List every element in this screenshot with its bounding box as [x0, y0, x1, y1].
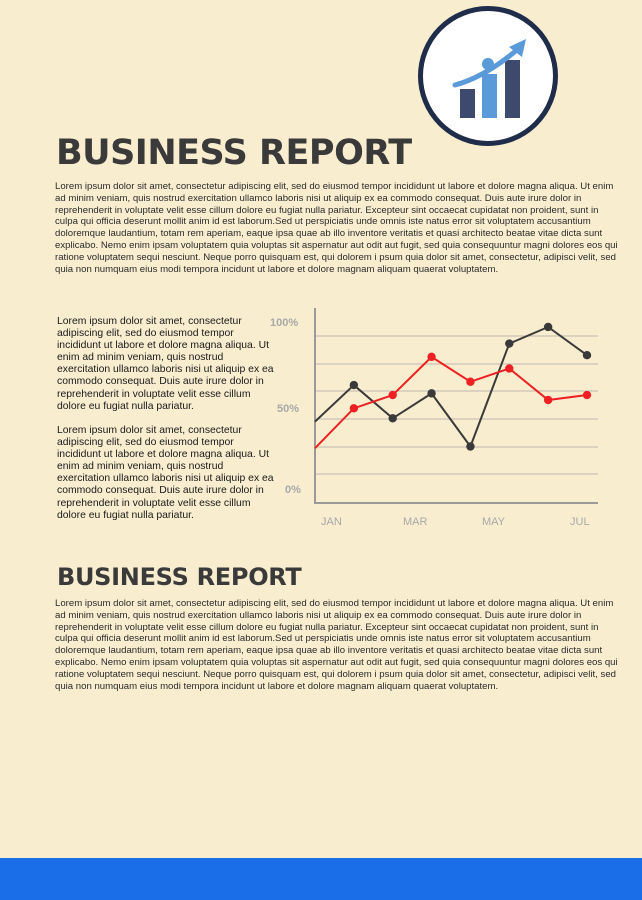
y-tick-label-100: 100% [270, 317, 299, 329]
data-point-dark [505, 339, 513, 347]
side-paragraph-2: Lorem ipsum dolor sit amet, consectetur adipiscing elit, sed do eiusmod tempor incididunt ut labore et dolore magna aliqua. Ut enim ad minim veniam, quis nostrud exercitation ullamco laboris nisi ut aliquip ex ea commodo consequat. Duis aute irure dolor in reprehenderit in voluptate velit esse cillum dolore eu fugiat nulla pariatur. [57, 425, 274, 521]
data-point-red [350, 404, 358, 412]
data-point-red [466, 378, 474, 386]
chart-grid [315, 336, 598, 474]
data-point-dark [544, 323, 552, 331]
y-tick-label-50: 50% [277, 403, 300, 415]
side-paragraph-1: Lorem ipsum dolor sit amet, consectetur adipiscing elit, sed do eiusmod tempor incididunt ut labore et dolore magna aliqua. Ut enim ad minim veniam, quis nostrud exercitation ullamco laboris nisi ut aliquip ex ea commodo consequat. Duis aute irure dolor in reprehenderit in voluptate velit esse cillum dolore eu fugiat nulla pariatur. [57, 316, 274, 412]
x-tick-label-may: MAY [482, 516, 506, 528]
y-tick-label-0: 0% [285, 484, 301, 496]
logo-badge [418, 6, 558, 146]
data-point-dark [350, 381, 358, 389]
data-point-dark [583, 351, 591, 359]
data-point-red [389, 391, 397, 399]
growth-bar-chart-icon [423, 11, 553, 141]
data-point-dark [466, 442, 474, 450]
section-title: BUSINESS REPORT [57, 563, 302, 591]
data-point-red [583, 391, 591, 399]
x-tick-label-jul: JUL [570, 516, 590, 528]
intro-paragraph: Lorem ipsum dolor sit amet, consectetur adipiscing elit, sed do eiusmod tempor incididunt ut labore et dolore magna aliqua. Ut enim ad minim veniam, quis nostrud exercitation ullamco laboris nisi ut aliquip ex ea commodo consequat. Duis aute irure dolor in reprehenderit in voluptate velit esse cillum dolore eu fugiat nulla pariatur. Excepteur sint occaecat cupidatat non proident, sunt in culpa qui officia deserunt mollit anim id est laborum.Sed ut perspiciatis unde omnis iste natus error sit voluptatem accusantium doloremque laudantium, totam rem aperiam, eaque ipsa quae ab illo inventore veritatis et quasi architecto beatae vitae dicta sunt explicabo. Nemo enim ipsam voluptatem quia voluptas sit aspernatur aut odit aut fugit, sed quia consequuntur magni dolores eos qui ratione voluptatem sequi nesciunt. Neque porro quisquam est, qui dolorem i psum quia dolor sit amet, consectetur, adipisci velit, sed quia non numquam eius modi tempora incidunt ut labore et dolore magnam aliquam quaerat voluptatem. [55, 181, 618, 275]
chart-series [315, 323, 591, 451]
data-point-red [427, 353, 435, 361]
data-point-red [505, 364, 513, 372]
footer-bar [0, 858, 642, 900]
data-point-dark [389, 414, 397, 422]
page-title: BUSINESS REPORT [56, 133, 412, 173]
x-tick-label-jan: JAN [321, 516, 342, 528]
data-point-dark [427, 389, 435, 397]
section-paragraph: Lorem ipsum dolor sit amet, consectetur adipiscing elit, sed do eiusmod tempor incididunt ut labore et dolore magna aliqua. Ut enim ad minim veniam, quis nostrud exercitation ullamco laboris nisi ut aliquip ex ea commodo consequat. Duis aute irure dolor in reprehenderit in voluptate velit esse cillum dolore eu fugiat nulla pariatur. Excepteur sint occaecat cupidatat non proident, sunt in culpa qui officia deserunt mollit anim id est laborum.Sed ut perspiciatis unde omnis iste natus error sit voluptatem accusantium doloremque laudantium, totam rem aperiam, eaque ipsa quae ab illo inventore veritatis et quasi architecto beatae vitae dicta sunt explicabo. Nemo enim ipsam voluptatem quia voluptas sit aspernatur aut odit aut fugit, sed quia consequuntur magni dolores eos qui ratione voluptatem sequi nesciunt. Neque porro quisquam est, qui dolorem i psum quia dolor sit amet, consectetur, adipisci velit, sed quia non numquam eius modi tempora incidunt ut labore et dolore magnam aliquam quaerat voluptatem. [55, 598, 618, 692]
data-point-red [544, 396, 552, 404]
x-tick-label-mar: MAR [403, 516, 428, 528]
line-chart [262, 300, 607, 536]
